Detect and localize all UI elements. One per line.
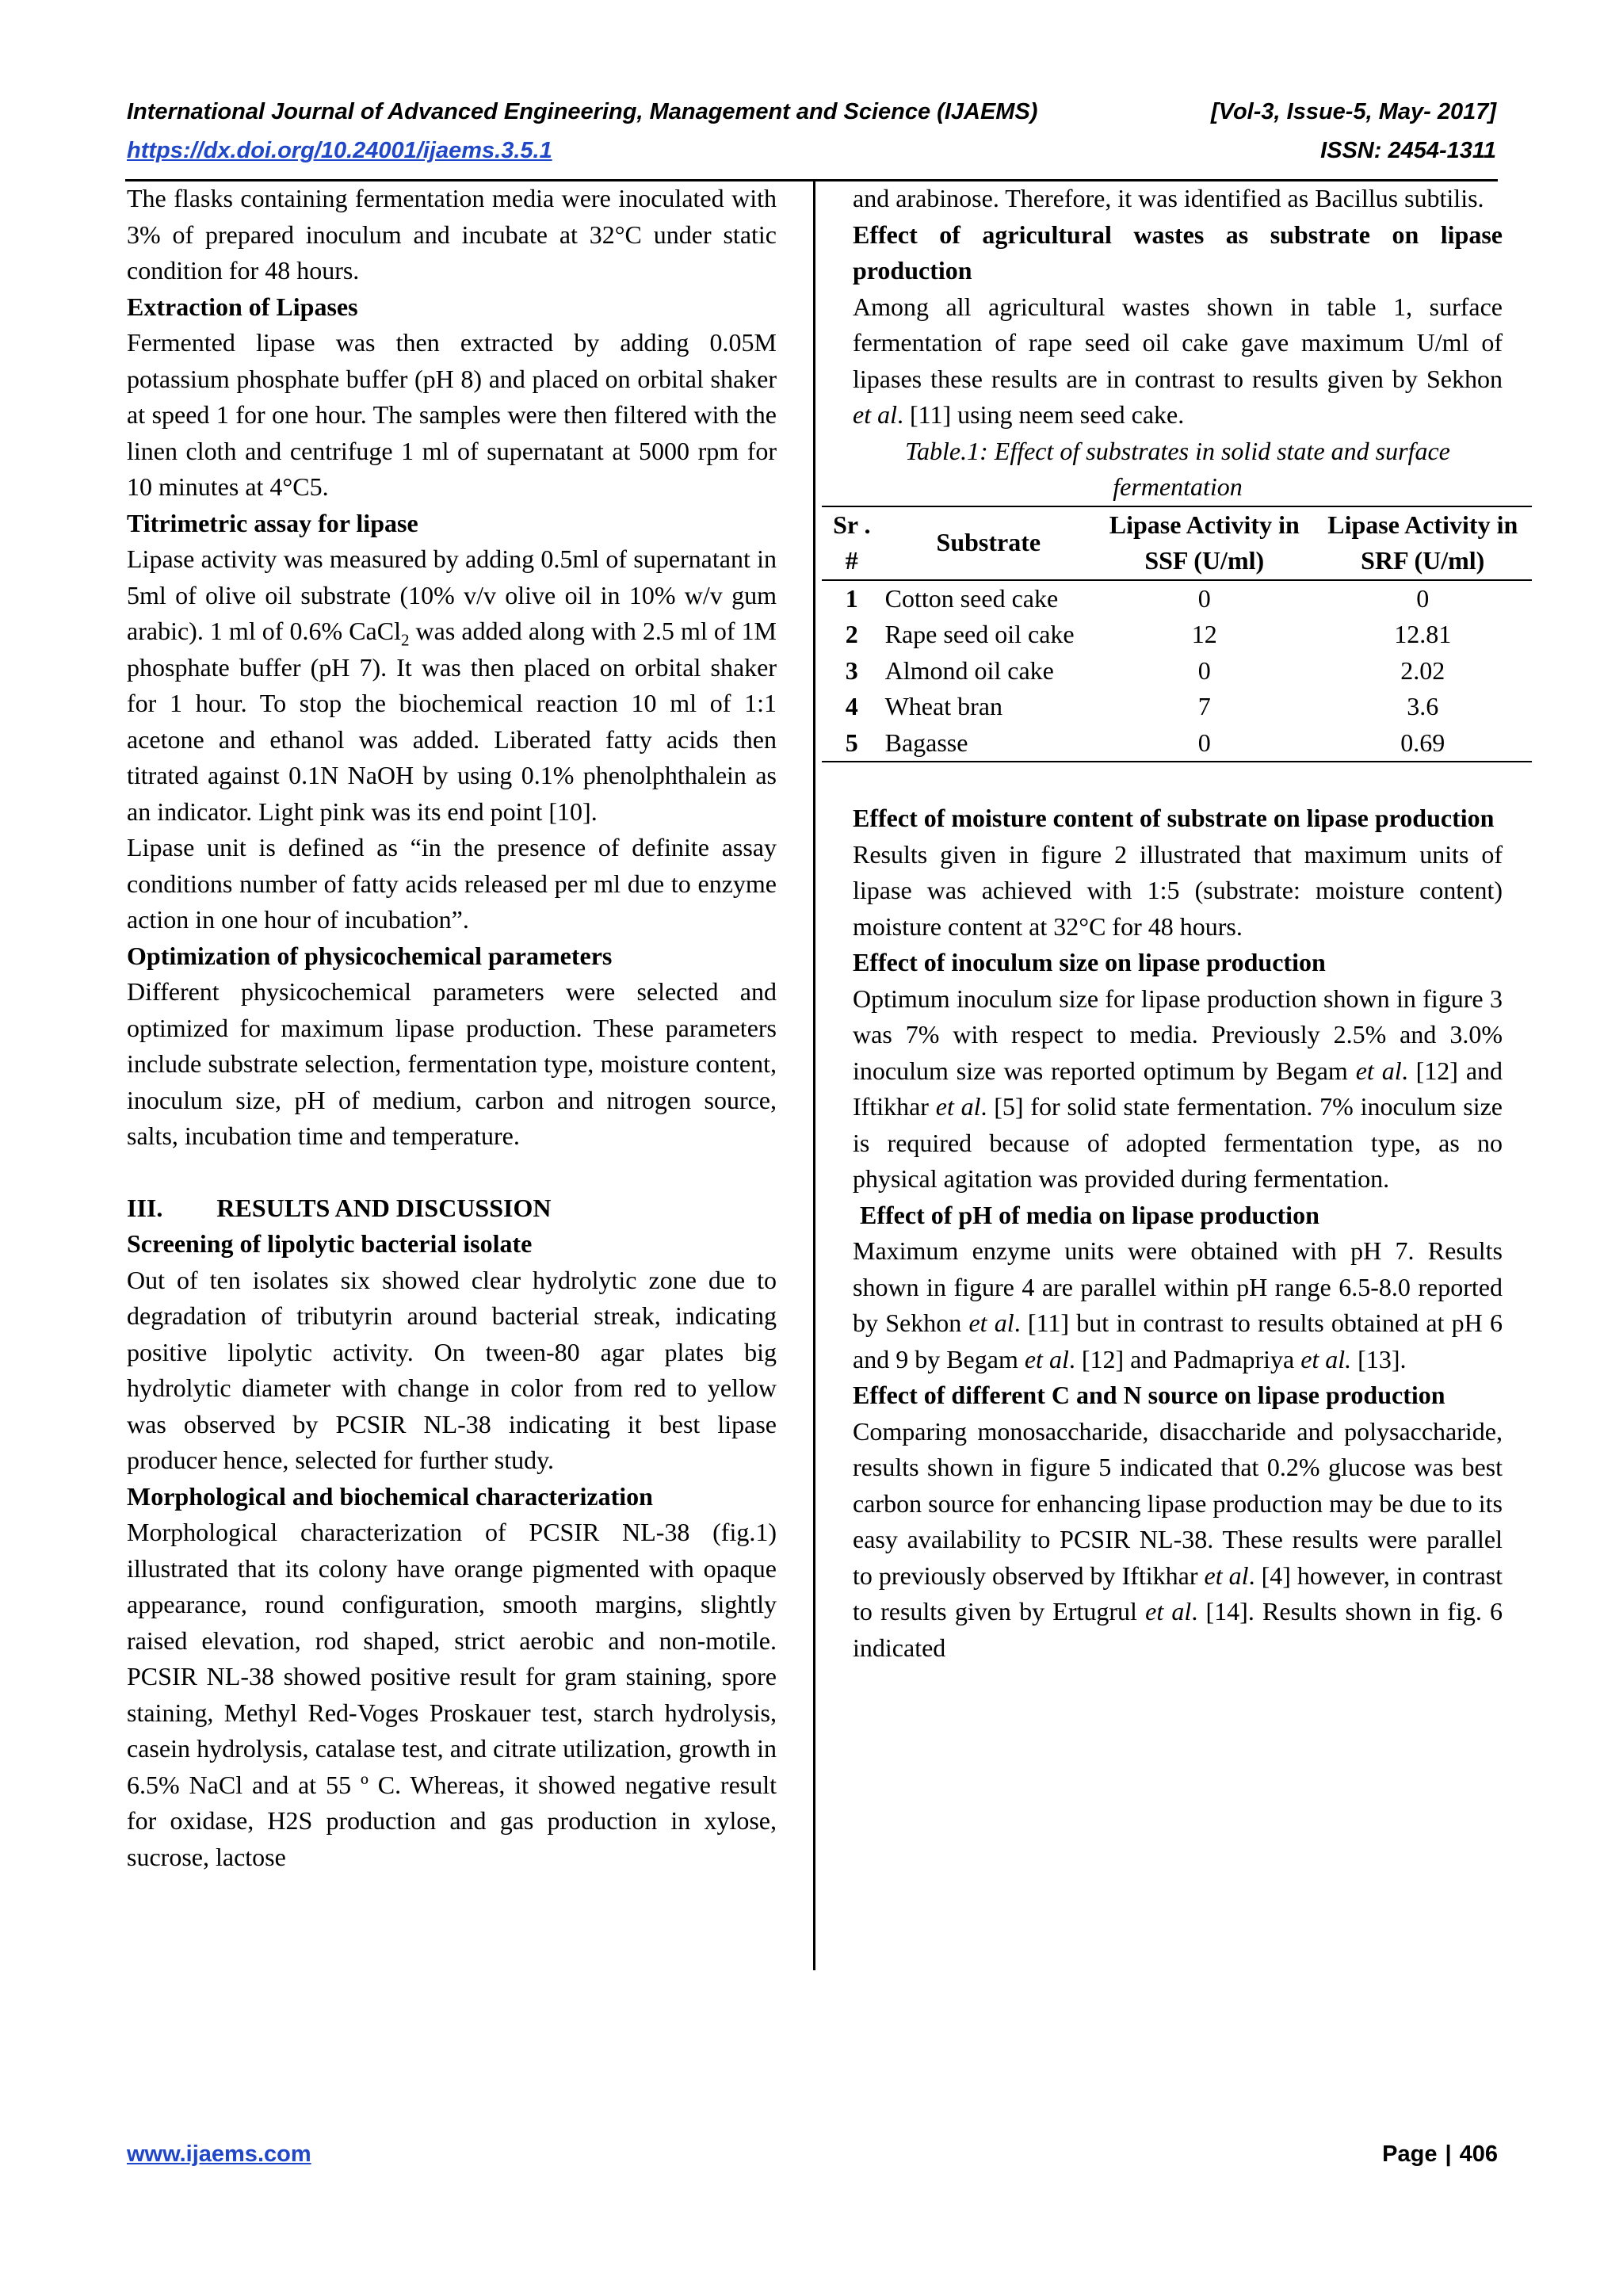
cell-ssf: 12 <box>1191 620 1217 648</box>
paragraph: Out of ten isolates six showed clear hydrolytic zone due to degradation of tributyrin around bacterial streak, indicating positive lipolytic activity. On tween-80 agar plates big hydrolytic diameter with change in color from red to yellow was observed by PCSIR NL-38 indicating it best lipase producer hence, selected for further study. <box>127 1265 777 1474</box>
table-row <box>822 580 1532 617</box>
cell-sr: 5 <box>822 725 882 762</box>
cell-substrate: Cotton seed cake <box>884 583 1059 613</box>
doi-link[interactable]: https://dx.doi.org/10.24001/ijaems.3.5.1 <box>127 138 552 163</box>
column-divider <box>813 179 815 1970</box>
subheading-moisture: Effect of moisture content of substrate on lipase production <box>853 804 1495 832</box>
paragraph-agricultural: Among all agricultural wastes shown in table 1, surface fermentation of rape seed oil cake gave maximum U/ml of lipases these results are in contrast to results given by Sekhon et al. [11] using neem seed cake. <box>853 292 1503 429</box>
cell-substrate: Rape seed oil cake <box>884 620 1075 648</box>
cell-srf: 2.02 <box>1400 655 1445 685</box>
cell-substrate: Wheat bran <box>884 692 1002 720</box>
subheading-inoculum: Effect of inoculum size on lipase production <box>853 948 1326 976</box>
subheading-carbon-nitrogen: Effect of different C and N source on lipase production <box>853 1381 1445 1409</box>
paragraph-carbon-nitrogen: Comparing monosaccharide, disaccharide and polysaccharide, results shown in figure 5 indicated that 0.2% glucose was best carbon source for enhancing lipase production may be due to its easy availability to PCSIR NL-38. These results were parallel to previously observed by Iftikhar et al. [4] however, in contrast to results given by Ertugrul et al. [14]. Results shown in fig. 6 indicated <box>853 1416 1503 1662</box>
table-row <box>822 689 1532 725</box>
col-header-substrate: Substrate <box>882 506 1095 580</box>
paragraph: Lipase unit is defined as “in the presence of definite assay conditions number of fatty acids released per ml due to enzyme action in one hour of incubation”. <box>127 833 777 934</box>
paragraph-inoculum: Optimum inoculum size for lipase production shown in figure 3 was 7% with respect to media. Previously 2.5% and 3.0% inoculum size was reported optimum by Begam et al. [12] and Iftikhar et al. [5] for solid state fermentation. 7% inoculum size is required because of adopted fermentation type, as no physical agitation was provided during fermentation. <box>853 984 1503 1193</box>
cell-sr: 3 <box>845 655 858 685</box>
issn: ISSN: 2454-1311 <box>1320 138 1496 163</box>
table-row <box>822 725 1532 762</box>
paragraph: Results given in figure 2 illustrated that maximum units of lipase was achieved with 1:5 (substrate: moisture content) moisture content at 32°C for 48 hours. <box>853 839 1503 941</box>
paragraph: and arabinose. Therefore, it was identified as Bacillus subtilis. <box>853 184 1484 212</box>
subheading-screening: Screening of lipolytic bacterial isolate <box>127 1229 533 1258</box>
paragraph-titrimetric: Lipase activity was measured by adding 0.5ml of supernatant in 5ml of olive oil substrate (10% v/v olive oil in 10% w/v gum arabic). 1 ml of 0.6% CaCl$_2$ was added along with 2.5 ml of 1M phosphate buffer (pH 7). It was then placed on orbital shaker for 1 hour. To stop the biochemical reaction 10 ml of 1:1 acetone and ethanol was added. Liberated fatty acids then titrated against 0.1N NaOH by using 0.1% phenolphthalein as an indicator. Light pink was its end point [10]. <box>127 544 777 826</box>
table-header-row <box>822 506 1532 580</box>
subheading-morphological: Morphological and biochemical characterization <box>127 1481 653 1511</box>
paragraph: Morphological characterization of PCSIR NL-38 (fig.1) illustrated that its colony have orange pigmented with opaque appearance, round configuration, smooth margins, slightly raised elevation, rod shaped, strict aerobic and non-motile. PCSIR NL-38 showed positive result for gram staining, spore staining, Methyl Red-Voges Proskauer test, starch hydrolysis, casein hydrolysis, catalase test, and citrate utilization, growth in 6.5% NaCl and at 55 º C. Whereas, it showed negative result for oxidase, H2S production and gas production in xylose, sucrose, lactose <box>127 1518 777 1871</box>
issue-info: [Vol-3, Issue-5, May- 2017] <box>1211 99 1496 124</box>
section-heading: III. RESULTS AND DISCUSSION <box>127 1193 552 1222</box>
page-label: Page <box>1382 2141 1438 2167</box>
table-row <box>822 617 1532 653</box>
page-separator: | <box>1445 2141 1452 2167</box>
col-header-ssf: Lipase Activity in SSF (U/ml) <box>1095 506 1313 580</box>
cell-sr: 4 <box>845 692 858 720</box>
cell-ssf: 0 <box>1095 725 1313 762</box>
cell-substrate: Bagasse <box>882 725 1095 762</box>
cell-sr: 2 <box>845 620 858 648</box>
subheading-agricultural: Effect of agricultural wastes as substrate on lipase production <box>853 220 1503 285</box>
cell-srf: 3.6 <box>1407 692 1439 720</box>
footer-page <box>1382 2141 1498 2168</box>
subheading-extraction: Extraction of Lipases <box>127 292 358 321</box>
substrate-table <box>822 506 1532 763</box>
col-header-sr: Sr . # <box>822 506 882 580</box>
cell-sr: 1 <box>845 583 858 613</box>
subheading-optimization: Optimization of physicochemical parameters <box>127 941 613 970</box>
cell-srf: 0 <box>1416 583 1430 613</box>
paragraph: Fermented lipase was then extracted by adding 0.05M potassium phosphate buffer (pH 8) and placed on orbital shaker at speed 1 for one hour. The samples were then filtered with the linen cloth and centrifuge 1 ml of supernatant at 5000 rpm for 10 minutes at 4°C5. <box>127 328 777 501</box>
paragraph-ph: Maximum enzyme units were obtained with pH 7. Results shown in figure 4 are parallel within pH range 6.5-8.0 reported by Sekhon et al. [11] but in contrast to results obtained at pH 6 and 9 by Begam et al. [12] and Padmapriya et al. [13]. <box>853 1236 1503 1373</box>
footer-website <box>127 2141 311 2168</box>
cell-ssf: 7 <box>1197 692 1211 720</box>
paragraph: Different physicochemical parameters were selected and optimized for maximum lipase production. These parameters include substrate selection, fermentation type, moisture content, inoculum size, pH of medium, carbon and nitrogen source, salts, incubation time and temperature. <box>127 977 777 1150</box>
subheading-titrimetric: Titrimetric assay for lipase <box>127 508 418 537</box>
cell-substrate: Almond oil cake <box>884 655 1054 685</box>
subheading-ph: Effect of pH of media on lipase production <box>860 1200 1319 1229</box>
journal-title: International Journal of Advanced Engineering, Management and Science (IJAEMS) <box>127 99 1038 124</box>
cell-srf: 12.81 <box>1394 620 1452 648</box>
cell-ssf: 0 <box>1197 655 1211 685</box>
left-column <box>127 181 777 1875</box>
paragraph: The flasks containing fermentation media were inoculated with 3% of prepared inoculum and incubate at 32°C under static condition for 48 hours. <box>127 184 777 285</box>
cell-ssf: 0 <box>1197 583 1211 613</box>
website-link[interactable]: www.ijaems.com <box>127 2141 311 2167</box>
page-number: 406 <box>1459 2141 1498 2167</box>
col-header-srf: Lipase Activity in SRF (U/ml) <box>1313 506 1532 580</box>
table-row <box>822 653 1532 690</box>
table-caption: Table.1: Effect of substrates in solid state and surface fermentation <box>905 436 1450 501</box>
cell-srf: 0.69 <box>1313 725 1532 762</box>
right-column <box>833 181 1518 1666</box>
